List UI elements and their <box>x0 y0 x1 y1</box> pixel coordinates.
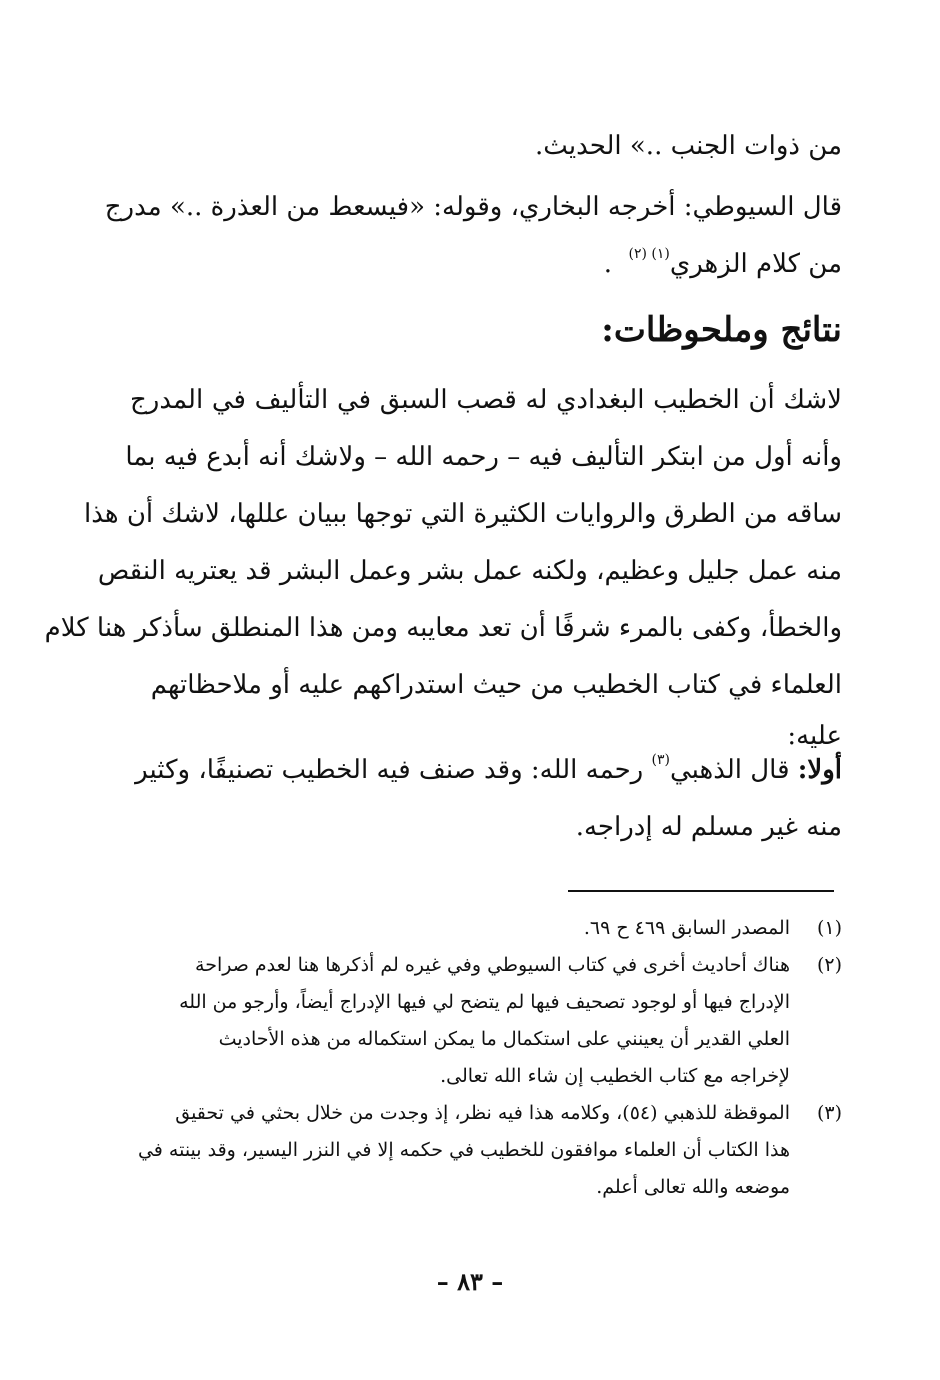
footnote-line: هناك أحاديث أخرى في كتاب السيوطي وفي غيره لم أذكرها هنا لعدم صراحة <box>195 954 790 976</box>
page-number: – ٨٣ – <box>436 1267 504 1296</box>
first-point-label: أولا: <box>797 755 842 785</box>
footnote-ref-1-2: (١) (٢) <box>628 246 670 262</box>
intro-line-2: قال السيوطي: أخرجه البخاري، وقوله: «فيسعط من العذرة ..» مدرج <box>104 192 842 222</box>
paragraph-line: منه عمل جليل وعظيم، ولكنه عمل بشر وعمل البشر قد يعتريه النقص <box>97 556 842 586</box>
footnote-body <box>130 910 790 947</box>
footnote-number: (٢) <box>816 954 842 976</box>
intro-text <box>104 118 842 293</box>
footnote-line: الموقظة للذهبي (٥٤)، وكلامه هذا فيه نظر، إذ وجدت من خلال بحثي في تحقيق <box>175 1102 790 1124</box>
footnotes <box>130 910 842 1206</box>
footnote-body <box>130 947 790 1095</box>
footnote-ref-3: (٣) <box>651 752 670 768</box>
paragraph-line: والخطأ، وكفى بالمرء شرفًا أن تعد معايبه ومن هذا المنطلق سأذكر هنا كلام <box>44 613 842 643</box>
footnote-line: المصدر السابق ٤٦٩ ح ٦٩. <box>583 917 790 939</box>
footnote-line: موضعه والله تعالى أعلم. <box>596 1176 790 1198</box>
footnote-number: (١) <box>816 917 842 939</box>
paragraph-line: عليه: <box>787 721 842 751</box>
intro-line-3 <box>130 236 842 293</box>
paragraph-line: العلماء في كتاب الخطيب من حيث استدراكهم عليه أو ملاحظاتهم <box>150 670 842 700</box>
first-point <box>130 742 842 856</box>
intro-line-3-end: . <box>603 249 612 279</box>
first-point-text-a: قال الذهبي <box>669 755 790 785</box>
intro-line-1: من ذوات الجنب ..» الحديث. <box>535 131 842 161</box>
footnote-body <box>130 1095 790 1206</box>
first-point-text-b: رحمه الله: وقد صنف فيه الخطيب تصنيفًا، وكثير <box>135 755 644 785</box>
paragraph-line: ساقه من الطرق والروايات الكثيرة التي توجها ببيان عللها، لاشك أن هذا <box>83 499 842 529</box>
paragraph-line: وأنه أول من ابتكر التأليف فيه – رحمه الله – ولاشك أنه أبدع فيه بما <box>125 442 842 472</box>
first-point-line-2: منه غير مسلم له إدراجه. <box>575 812 842 842</box>
main-paragraph <box>44 372 842 758</box>
footnote-line: هذا الكتاب أن العلماء موافقون للخطيب في حكمه إلا في النزر اليسير، وقد بينته في <box>137 1139 790 1161</box>
section-heading: نتائج وملحوظات: <box>601 310 842 350</box>
intro-line-3-text: من كلام الزهري <box>669 249 842 279</box>
footnote-item-1 <box>130 910 842 947</box>
footnote-line: العلي القدير أن يعينني على استكمال ما يمكن استكماله من هذه الأحاديث <box>218 1028 790 1050</box>
footnote-item-2 <box>130 947 842 1095</box>
footnote-separator <box>568 890 834 892</box>
footnote-item-3 <box>130 1095 842 1206</box>
paragraph-line: لاشك أن الخطيب البغدادي له قصب السبق في التأليف في المدرج <box>130 385 842 415</box>
footnote-line: لإخراجه مع كتاب الخطيب إن شاء الله تعالى. <box>440 1065 790 1087</box>
footnote-number: (٣) <box>816 1102 842 1124</box>
first-point-line-1 <box>130 742 842 799</box>
footnote-line: الإدراج فيها أو لوجود تصحيف فيها لم يتضح لي فيها الإدراج أيضاً، وأرجو من الله <box>179 991 790 1013</box>
